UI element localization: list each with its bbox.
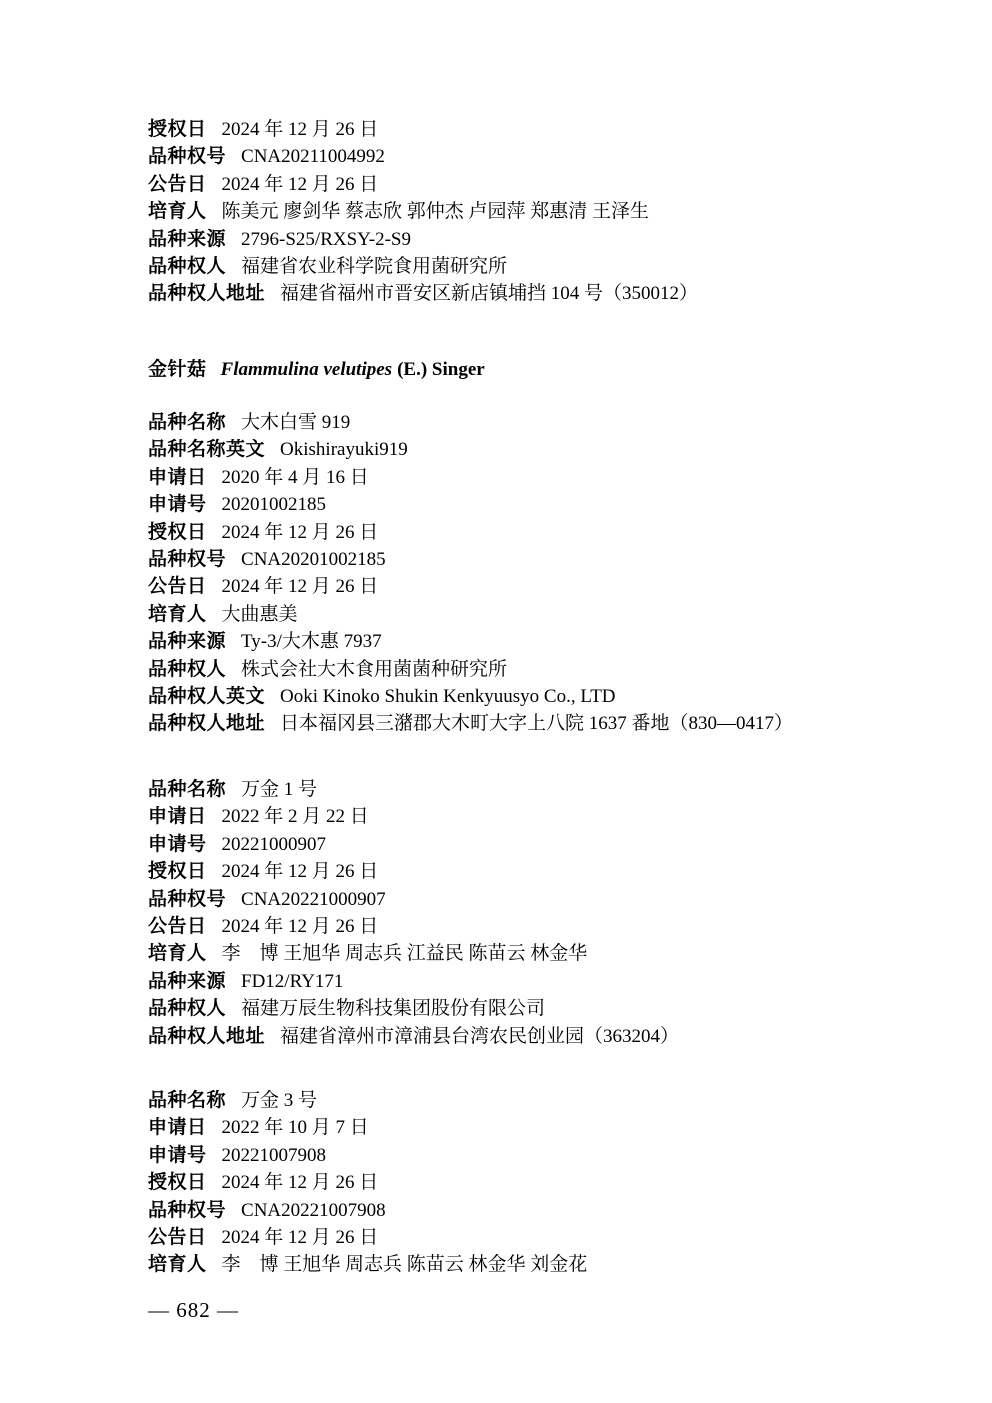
record-variety-okishirayuki919 bbox=[148, 409, 888, 738]
field-label: 品种权人地址 bbox=[148, 713, 266, 735]
field-row bbox=[148, 464, 888, 491]
field-label: 授权日 bbox=[148, 521, 207, 543]
field-value: 福建万辰生物科技集团股份有限公司 bbox=[241, 998, 546, 1020]
field-row bbox=[148, 940, 888, 967]
field-value: 万金 1 号 bbox=[241, 779, 318, 800]
field-label: 申请日 bbox=[148, 1117, 207, 1139]
field-value: 2024 年 12 月 26 日 bbox=[221, 119, 379, 140]
field-row bbox=[148, 656, 888, 683]
field-value: 2024 年 12 月 26 日 bbox=[221, 916, 379, 938]
field-row bbox=[148, 683, 888, 710]
field-value: CNA20221007908 bbox=[241, 1199, 386, 1221]
field-label: 品种名称 bbox=[148, 412, 227, 433]
field-row bbox=[148, 171, 888, 198]
field-value: 2022 年 10 月 7 日 bbox=[221, 1117, 369, 1139]
field-value: 2020 年 4 月 16 日 bbox=[221, 466, 369, 488]
field-label: 品种权号 bbox=[148, 1199, 227, 1221]
field-label: 培育人 bbox=[148, 943, 207, 965]
field-row bbox=[148, 116, 888, 143]
field-label: 申请日 bbox=[148, 466, 207, 488]
field-label: 品种名称 bbox=[148, 1090, 227, 1111]
field-label: 品种来源 bbox=[148, 970, 227, 992]
field-row bbox=[148, 1169, 888, 1196]
field-row bbox=[148, 519, 888, 546]
field-row bbox=[148, 601, 888, 628]
field-label: 培育人 bbox=[148, 1254, 207, 1276]
field-row bbox=[148, 776, 888, 803]
field-value: CNA20221000907 bbox=[241, 888, 386, 910]
field-value: 20221007908 bbox=[221, 1144, 327, 1166]
field-value: 福建省漳州市漳浦县台湾农民创业园（363204） bbox=[280, 1025, 680, 1047]
field-value: 大木白雪 919 bbox=[241, 412, 351, 433]
field-label: 品种权人地址 bbox=[148, 283, 266, 305]
field-label: 公告日 bbox=[148, 576, 207, 598]
field-value: Okishirayuki919 bbox=[280, 439, 408, 461]
field-value: 福建省农业科学院食用菌研究所 bbox=[241, 256, 508, 278]
field-label: 品种权人 bbox=[148, 256, 227, 278]
field-row bbox=[148, 198, 888, 225]
field-label: 品种权人 bbox=[148, 998, 227, 1020]
field-value: Ty-3/大木惠 7937 bbox=[241, 631, 382, 653]
field-value: CNA20211004992 bbox=[241, 146, 385, 168]
field-row bbox=[148, 886, 888, 913]
field-value: 2024 年 12 月 26 日 bbox=[221, 521, 379, 543]
field-row bbox=[148, 491, 888, 518]
field-row bbox=[148, 1087, 888, 1114]
field-row bbox=[148, 1224, 888, 1251]
species-name-latin: Flammulina velutipes bbox=[220, 359, 393, 380]
field-value: 万金 3 号 bbox=[241, 1090, 318, 1111]
field-label: 品种来源 bbox=[148, 228, 227, 250]
field-row bbox=[148, 143, 888, 170]
field-row bbox=[148, 968, 888, 995]
field-label: 品种权号 bbox=[148, 888, 227, 910]
field-label: 品种权人地址 bbox=[148, 1025, 266, 1047]
record-continued bbox=[148, 116, 888, 308]
field-value: 2024 年 12 月 26 日 bbox=[221, 1172, 379, 1194]
field-row bbox=[148, 280, 888, 307]
field-row bbox=[148, 1142, 888, 1169]
field-label: 培育人 bbox=[148, 603, 207, 625]
field-row bbox=[148, 253, 888, 280]
field-value: 20201002185 bbox=[221, 494, 327, 516]
field-row bbox=[148, 1197, 888, 1224]
field-row bbox=[148, 858, 888, 885]
field-label: 品种名称英文 bbox=[148, 439, 266, 461]
record-variety-wanjin-3 bbox=[148, 1087, 888, 1279]
field-label: 品种权人英文 bbox=[148, 686, 266, 708]
field-row bbox=[148, 995, 888, 1022]
field-label: 申请号 bbox=[148, 1144, 207, 1166]
field-value: Ooki Kinoko Shukin Kenkyuusyo Co., LTD bbox=[280, 686, 616, 708]
species-name-cn: 金针菇 bbox=[148, 359, 207, 380]
field-row bbox=[148, 409, 888, 436]
field-value: 2022 年 2 月 22 日 bbox=[221, 806, 369, 828]
field-value: 福建省福州市晋安区新店镇埔挡 104 号（350012） bbox=[280, 283, 699, 305]
field-row bbox=[148, 226, 888, 253]
field-row bbox=[148, 436, 888, 463]
field-value: 陈美元 廖剑华 蔡志欣 郭仲杰 卢园萍 郑惠清 王泽生 bbox=[221, 201, 650, 223]
field-value: 李 博 王旭华 周志兵 陈苗云 林金华 刘金花 bbox=[221, 1254, 588, 1276]
species-header bbox=[148, 356, 888, 383]
field-row bbox=[148, 710, 888, 737]
field-label: 授权日 bbox=[148, 861, 207, 883]
field-row bbox=[148, 1251, 888, 1278]
field-label: 品种名称 bbox=[148, 779, 227, 800]
field-label: 品种权号 bbox=[148, 549, 227, 571]
field-label: 公告日 bbox=[148, 916, 207, 938]
field-value: 2024 年 12 月 26 日 bbox=[221, 861, 379, 883]
field-value: 2024 年 12 月 26 日 bbox=[221, 576, 379, 598]
field-row bbox=[148, 1114, 888, 1141]
field-label: 培育人 bbox=[148, 201, 207, 223]
field-row bbox=[148, 546, 888, 573]
field-label: 公告日 bbox=[148, 1227, 207, 1249]
field-value: FD12/RY171 bbox=[241, 970, 344, 992]
field-value: CNA20201002185 bbox=[241, 549, 386, 571]
field-row bbox=[148, 803, 888, 830]
field-label: 申请号 bbox=[148, 833, 207, 855]
field-row bbox=[148, 913, 888, 940]
field-row bbox=[148, 831, 888, 858]
field-label: 品种权号 bbox=[148, 146, 227, 168]
field-value: 日本福冈县三潴郡大木町大字上八院 1637 番地（830—0417） bbox=[280, 713, 794, 735]
record-variety-wanjin-1 bbox=[148, 776, 888, 1050]
field-value: 2024 年 12 月 26 日 bbox=[221, 173, 379, 195]
field-label: 授权日 bbox=[148, 119, 207, 140]
field-value: 20221000907 bbox=[221, 833, 327, 855]
field-label: 品种来源 bbox=[148, 631, 227, 653]
field-value: 2024 年 12 月 26 日 bbox=[221, 1227, 379, 1249]
field-label: 申请日 bbox=[148, 806, 207, 828]
field-value: 株式会社大木食用菌菌种研究所 bbox=[241, 658, 508, 680]
field-label: 公告日 bbox=[148, 173, 207, 195]
field-label: 授权日 bbox=[148, 1172, 207, 1194]
field-value: 大曲惠美 bbox=[221, 603, 298, 625]
field-row bbox=[148, 628, 888, 655]
page-number: — 682 — bbox=[148, 1298, 239, 1322]
field-row bbox=[148, 1023, 888, 1050]
field-label: 品种权人 bbox=[148, 658, 227, 680]
field-row bbox=[148, 573, 888, 600]
species-authority: (E.) Singer bbox=[397, 359, 485, 380]
field-value: 2796-S25/RXSY-2-S9 bbox=[241, 228, 411, 250]
field-label: 申请号 bbox=[148, 494, 207, 516]
field-value: 李 博 王旭华 周志兵 江益民 陈苗云 林金华 bbox=[221, 943, 588, 965]
